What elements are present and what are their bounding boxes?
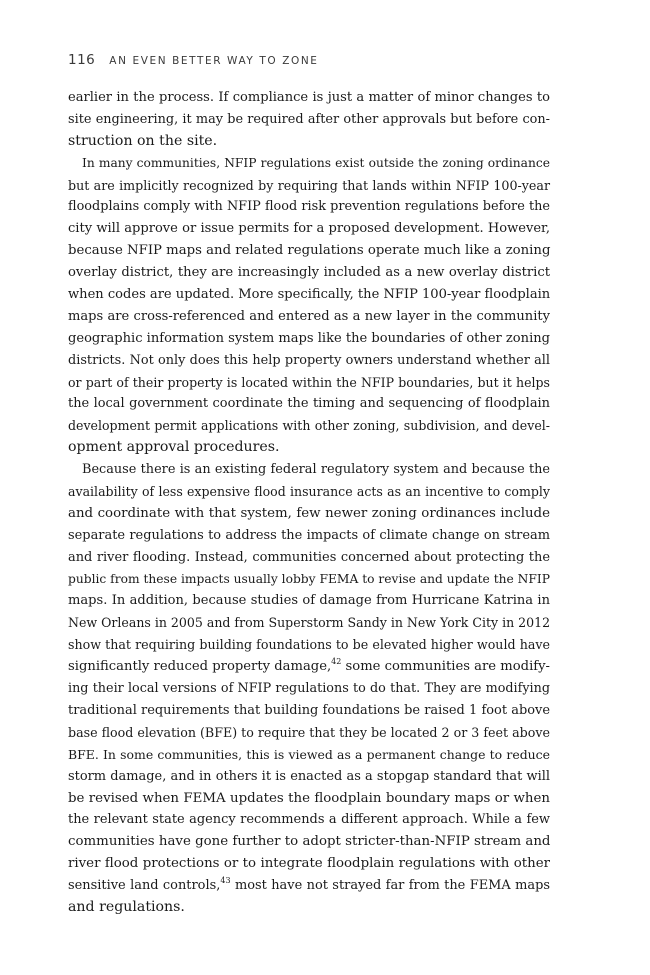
text-line: In many communities, NFIP regulations exist outside the zoning ordinance xyxy=(82,155,550,170)
text-line: earlier in the process. If compliance is just a matter of minor changes to xyxy=(68,90,550,105)
text-line: public from these impacts usually lobby FEMA to revise and update the NFIP xyxy=(68,571,550,586)
text-line: ing their local versions of NFIP regulations to do that. They are modifying xyxy=(68,681,550,697)
text-line: show that requiring building foundations to be elevated higher would have xyxy=(68,637,550,653)
text-line: site engineering, it may be required after other approvals but before con- xyxy=(68,111,550,127)
text-line: city will approve or issue permits for a proposed development. However, xyxy=(68,221,550,237)
text-line: river flood protections or to integrate floodplain regulations with other xyxy=(68,856,550,872)
text-line: maps are cross-referenced and entered as a new layer in the community xyxy=(68,308,550,324)
text-line: overlay district, they are increasingly included as a new overlay district xyxy=(68,265,550,281)
text-line: and coordinate with that system, few newer zoning ordinances include xyxy=(68,505,550,521)
paragraph xyxy=(68,153,550,459)
text-line: New Orleans in 2005 and from Superstorm Sandy in New York City in 2012 xyxy=(68,615,551,631)
text-line: development permit applications with other zoning, subdivision, and devel- xyxy=(68,418,550,434)
text-line: be revised when FEMA updates the floodplain boundary maps or when xyxy=(68,790,550,806)
text-line: or part of their property is located within the NFIP boundaries, but it helps xyxy=(68,374,550,390)
text-line: storm damage, and in others it is enacted as a stopgap standard that will xyxy=(68,768,550,784)
text-line: struction on the site. xyxy=(68,132,218,149)
page-number: 116 xyxy=(68,52,96,68)
footnote-reference[interactable]: 43 xyxy=(220,876,231,886)
text-line: districts. Not only does this help property owners understand whether all xyxy=(68,352,550,368)
text-line: the relevant state agency recommends a different approach. While a few xyxy=(68,812,550,828)
text-line: when codes are updated. More specifically, the NFIP 100-year floodplain xyxy=(68,287,551,303)
text-line: geographic information system maps like the boundaries of other zoning xyxy=(68,330,550,346)
text-line: because NFIP maps and related regulations operate much like a zoning xyxy=(68,243,551,259)
text-line: BFE. In some communities, this is viewed as a permanent change to reduce xyxy=(68,746,550,762)
body-text xyxy=(68,87,550,919)
footnote-reference[interactable]: 42 xyxy=(331,657,342,667)
text-line: separate regulations to address the impacts of climate change on stream xyxy=(68,527,550,543)
text-line: and regulations. xyxy=(68,898,185,915)
text-line: base flood elevation (BFE) to require that they be located 2 or 3 feet above xyxy=(68,724,550,740)
text-line: communities have gone further to adopt stricter-than-NFIP stream and xyxy=(68,834,551,850)
paragraph xyxy=(68,87,550,153)
text-line: significantly reduced property damage,$^{42}$ some communities are modify- xyxy=(68,657,550,675)
text-line: opment approval procedures. xyxy=(68,439,280,456)
text-line: Because there is an existing federal regulatory system and because the xyxy=(82,462,550,478)
book-title: AN EVEN BETTER WAY TO ZONE xyxy=(109,55,319,67)
paragraph xyxy=(68,459,550,919)
text-line: and river flooding. Instead, communities concerned about protecting the xyxy=(68,549,550,565)
text-line: floodplains comply with NFIP flood risk prevention regulations before the xyxy=(68,199,550,215)
text-line: availability of less expensive flood insurance acts as an incentive to comply xyxy=(68,484,550,500)
text-line: sensitive land controls,$^{43}$ most have not strayed far from the FEMA maps xyxy=(68,876,551,894)
running-head xyxy=(68,52,319,68)
text-line: maps. In addition, because studies of damage from Hurricane Katrina in xyxy=(68,593,550,609)
text-line: traditional requirements that building foundations be raised 1 foot above xyxy=(68,702,550,718)
text-line: but are implicitly recognized by requiring that lands within NFIP 100-year xyxy=(68,177,550,193)
text-line: the local government coordinate the timing and sequencing of floodplain xyxy=(68,396,550,412)
